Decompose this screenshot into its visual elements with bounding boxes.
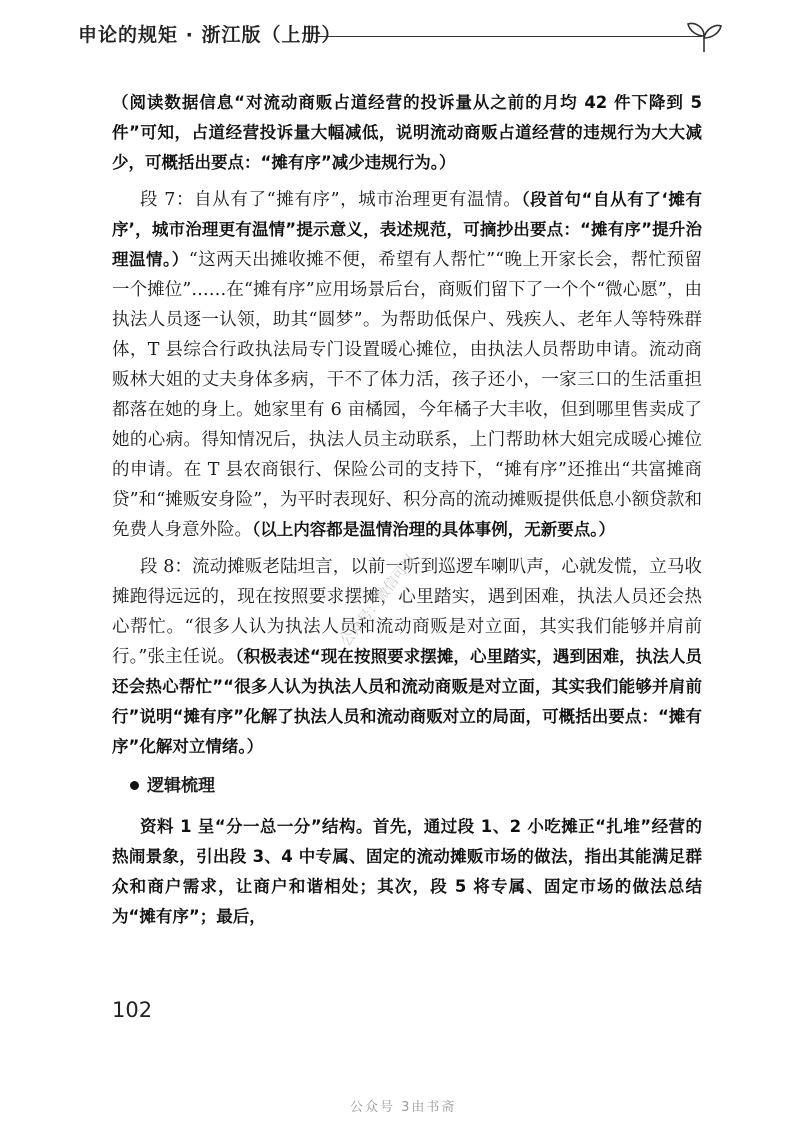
analysis-paragraph-1: （阅读数据信息“对流动商贩占道经营的投诉量从之前的月均 42 件下降到 5 件”可知，占道经营投诉量大幅减低，说明流动商贩占道经营的违规行为大大减少，可概括出要点：“摊有序”减少违规行为。） bbox=[112, 93, 702, 172]
logic-paragraph: 资料 1 呈“分一总一分”结构。首先，通过段 1、2 小吃摊正“扎堆”经营的热闹景象，引出段 3、4 中专属、固定的流动摊贩市场的做法，指出其能满足群众和商户需求，让商户和谐相处；其次，段 5 将专属、固定市场的做法总结为“摊有序”；最后， bbox=[112, 817, 702, 926]
bullet-icon bbox=[130, 781, 139, 790]
footer-watermark: 公众号 3由书斋 bbox=[350, 1100, 457, 1115]
sprout-icon bbox=[684, 14, 724, 54]
page-number: 102 bbox=[112, 998, 153, 1022]
book-title: 申论的规矩 · 浙江版（上册） bbox=[78, 24, 342, 46]
section-heading-text: 逻辑梳理 bbox=[147, 776, 215, 796]
paragraph-7-note: （以上内容都是温情治理的具体事例，无新要点。） bbox=[252, 520, 615, 539]
paragraph-8-body: 段 8：流动摊贩老陆坦言，以前一听到巡逻车喇叭声，心就发慌，立马收摊跑得远远的，现在按照要求摆摊，心里踏实，遇到困难，执法人员还会热心帮忙。“很多人认为执法人员和流动商贩是对立面，其实我们能够并肩前行。”张主任说。 bbox=[112, 557, 702, 667]
paragraph-7-analysis: （段首句“自从有了‘摊有序’，城市治理更有温情”提示意义，表述规范，可摘抄出要点：“摊有序”提升治理温情。） bbox=[112, 190, 702, 269]
paragraph-8 bbox=[112, 552, 702, 762]
header-rule bbox=[316, 36, 702, 37]
watermark-text: 公众号：微信可以 bbox=[338, 551, 420, 650]
running-header bbox=[72, 14, 724, 54]
paragraph-7-body: “这两天出摊收摊不便，希望有人帮忙”“晚上开家长会，帮忙预留一个摊位”……在“摊有序”应用场景后台，商贩们留下了一个个“微心愿”，由执法人员逐一认领，助其“圆梦”。为帮助低保户、残疾人、老年人等特殊群体，T 县综合行政执法局专门设置暖心摊位，由执法人员帮助申请。流动商贩林大姐的丈夫身体多病，干不了体力活，孩子还小，一家三口的生活重担都落在她的身上。她家里有 6 亩橘园，今年橘子大丰收，但到哪里售卖成了她的心病。得知情况后，执法人员主动联系，上门帮助林大姐完成暖心摊位的申请。在 T 县农商银行、保险公司的支持下，“摊有序”还推出“共富摊商贷”和“摊贩安身险”，为平时表现好、积分高的流动摊贩提供低息小额贷款和免费人身意外险。 bbox=[112, 250, 703, 540]
section-heading bbox=[130, 772, 702, 800]
paragraph-8-analysis: （积极表述“现在按照要求摆摊，心里踏实，遇到困难，执法人员还会热心帮忙”“很多人认为执法人员和流动商贩是对立面，其实我们能够并肩前行”说明“摊有序”化解了执法人员和流动商贩对立的局面，可概括出要点：“摊有序”化解对立情绪。） bbox=[112, 647, 702, 756]
paragraph-7 bbox=[112, 185, 702, 545]
paragraph-7-lead: 段 7：自从有了“摊有序”，城市治理更有温情。 bbox=[140, 190, 522, 210]
page-body bbox=[112, 88, 702, 939]
